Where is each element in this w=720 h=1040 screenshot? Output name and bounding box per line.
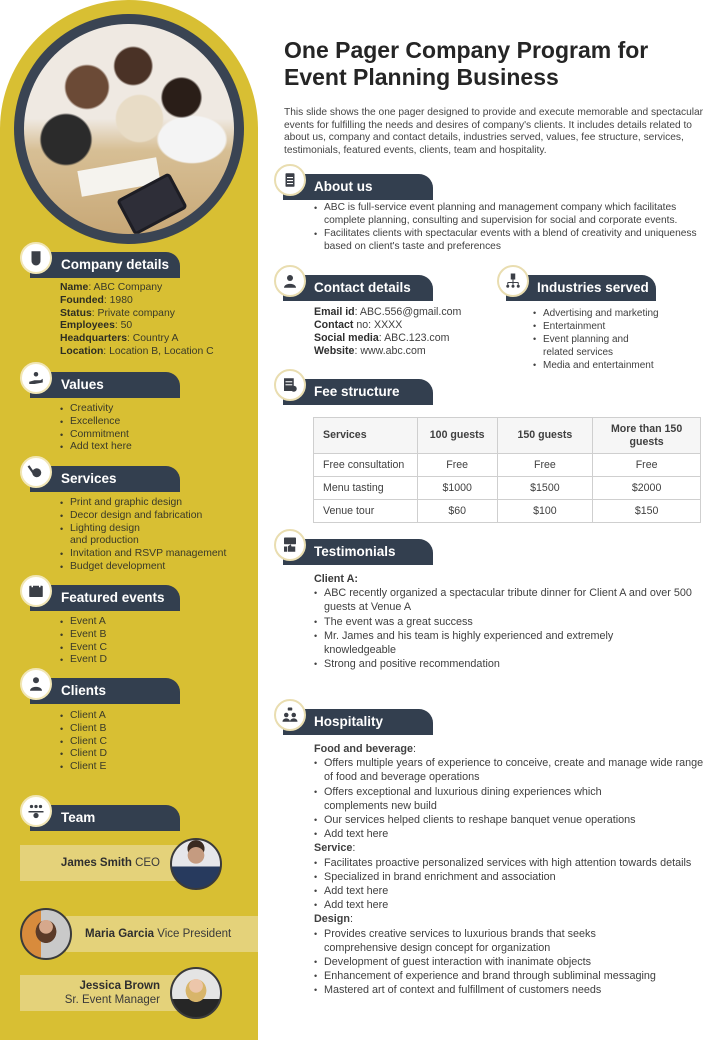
hospitality-food-list xyxy=(314,756,706,841)
hospitality-item: • Offers multiple years of experience to conceive, create and manage wide range of food and beverage operations xyxy=(314,756,706,784)
values-header xyxy=(30,372,180,398)
people-chat-icon xyxy=(274,699,306,731)
table-header-row xyxy=(314,418,701,454)
support-agent-icon xyxy=(274,265,306,297)
services-title: Services xyxy=(61,471,117,486)
hospitality-item: • Add text here xyxy=(314,884,706,898)
company-field: Status: Private company xyxy=(60,307,175,319)
table-row xyxy=(314,454,701,477)
table-cell: $150 xyxy=(593,500,701,523)
column-header: Services xyxy=(314,418,418,454)
team-title: Team xyxy=(61,810,96,825)
contact-field: Email id: ABC.556@gmail.com xyxy=(314,306,462,318)
member-name: Jessica Brown xyxy=(79,980,160,992)
client-item: • Client D xyxy=(60,748,107,761)
team-member-card xyxy=(20,845,180,881)
table-cell: $60 xyxy=(417,500,497,523)
client-item: • Client B xyxy=(60,723,107,736)
featured-events-list xyxy=(60,616,107,667)
values-item: • Excellence xyxy=(60,416,132,429)
values-list xyxy=(60,403,132,454)
hospitality-item: • Mastered art of context and fulfillment of customers needs xyxy=(314,983,706,997)
column-header: More than 150 guests xyxy=(593,418,701,454)
contact-field: Contact no: XXXX xyxy=(314,319,403,331)
hospitality-design-list xyxy=(314,927,706,998)
table-row xyxy=(314,500,701,523)
hospitality-body xyxy=(314,742,706,998)
values-item: • Creativity xyxy=(60,403,132,416)
about-us-list xyxy=(314,202,704,254)
services-item: • Print and graphic design xyxy=(60,497,226,510)
team-member-card xyxy=(20,975,180,1011)
clients-list xyxy=(60,710,107,774)
company-field: Headquarters: Country A xyxy=(60,333,179,345)
services-item-continued: and production xyxy=(70,535,139,547)
event-item: • Event C xyxy=(60,642,107,655)
company-field: Employees: 50 xyxy=(60,320,133,332)
client-item: • Client C xyxy=(60,736,107,749)
table-cell: Free xyxy=(593,454,701,477)
testimonial-client-label: Client A: xyxy=(314,573,358,585)
hospitality-item: • Enhancement of experience and brand through subliminal messaging xyxy=(314,969,706,983)
table-cell: Menu tasting xyxy=(314,477,418,500)
hierarchy-icon xyxy=(497,265,529,297)
page-title: One Pager Company Program for Event Planning Business xyxy=(284,37,649,90)
values-item: • Commitment xyxy=(60,429,132,442)
member-name: James Smith xyxy=(60,857,132,869)
hospitality-item: • Our services helped clients to reshape banquet venue operations xyxy=(314,813,706,827)
member-name: Maria Garcia xyxy=(85,928,155,940)
hospitality-service-list xyxy=(314,856,706,913)
building-globe-icon xyxy=(20,242,52,274)
hospitality-item: • Development of guest interaction with inanimate objects xyxy=(314,955,706,969)
column-header: 100 guests xyxy=(417,418,497,454)
hero-photo-frame xyxy=(14,14,244,244)
calendar-icon xyxy=(20,575,52,607)
testimonials-title: Testimonials xyxy=(314,544,396,559)
services-item: • Lighting design xyxy=(60,523,226,536)
testimonial-item: • The event was a great success xyxy=(314,615,704,629)
team-header xyxy=(30,805,180,831)
hospitality-group-label: Food and beverage: xyxy=(314,743,416,755)
hospitality-item: • Specialized in brand enrichment and association xyxy=(314,870,706,884)
testimonials-list xyxy=(314,586,704,671)
testimonial-item: • ABC recently organized a spectacular tribute dinner for Client A and over 500 guests at Venue A xyxy=(314,586,699,614)
hospitality-group-label: Design: xyxy=(314,913,353,926)
services-item: • Decor design and fabrication xyxy=(60,510,226,523)
table-cell: Free xyxy=(497,454,593,477)
event-item: • Event A xyxy=(60,616,107,629)
event-item: • Event B xyxy=(60,629,107,642)
hospitality-item: • Add text here xyxy=(314,827,706,841)
avatar-jessica-brown xyxy=(170,967,222,1019)
about-us-item: • ABC is full-service event planning and management company which facilitates complete planning, consulting and supervision for social and corporate events. xyxy=(314,202,704,228)
services-item: • Invitation and RSVP management xyxy=(60,548,226,561)
event-item: • Event D xyxy=(60,654,107,667)
businessman-icon xyxy=(20,668,52,700)
table-cell: Venue tour xyxy=(314,500,418,523)
about-us-item: • Facilitates clients with spectacular events with a blend of creativity and uniqueness based on client's taste and preferences xyxy=(314,228,704,254)
hospitality-group-label: Service: xyxy=(314,842,356,855)
featured-events-header xyxy=(30,585,180,611)
company-details-header xyxy=(30,252,180,278)
hospitality-item: • Facilitates proactive personalized services with high attention towards details xyxy=(314,856,706,870)
services-list xyxy=(60,497,226,574)
contact-field: Website: www.abc.com xyxy=(314,345,426,357)
member-role: Vice President xyxy=(154,928,232,940)
table-cell: Free xyxy=(417,454,497,477)
testimonials-body xyxy=(314,572,704,671)
hospitality-item: • Add text here xyxy=(314,898,706,912)
clipboard-list-icon xyxy=(274,164,306,196)
fee-structure-title: Fee structure xyxy=(314,384,400,399)
contact-details-list xyxy=(314,306,461,358)
fee-structure-table xyxy=(313,417,701,523)
clients-header xyxy=(30,678,180,704)
column-header: 150 guests xyxy=(497,418,593,454)
avatar-maria-garcia xyxy=(20,908,72,960)
services-header xyxy=(30,466,180,492)
about-us-title: About us xyxy=(314,179,373,194)
table-cell: $1000 xyxy=(417,477,497,500)
intro-paragraph: This slide shows the one pager designed to provide and execute memorable and spectacular events for fulfilling the needs and desires of company's clients. It includes details related to about us, company and contact details, industries served, values, fee structure, services, testimonials, featured events, clients, team and hospitality. xyxy=(284,107,704,157)
member-role: Sr. Event Manager xyxy=(64,994,160,1006)
avatar-james-smith xyxy=(170,838,222,890)
company-details-list xyxy=(60,282,214,359)
industries-list xyxy=(533,307,659,372)
contact-details-title: Contact details xyxy=(314,280,411,295)
contact-field: Social media: ABC.123.com xyxy=(314,332,450,344)
values-title: Values xyxy=(61,377,104,392)
hospitality-item: • Offers exceptional and luxurious dining experiences which complements new build xyxy=(314,785,654,813)
company-details-title: Company details xyxy=(61,257,170,272)
table-row xyxy=(314,477,701,500)
industry-item: • Event planning and related services xyxy=(533,333,643,359)
team-member-card xyxy=(66,916,258,952)
industry-item: • Media and entertainment xyxy=(533,359,659,372)
company-field: Name: ABC Company xyxy=(60,282,163,293)
team-meeting-photo xyxy=(24,24,234,234)
industry-item: • Advertising and marketing xyxy=(533,307,659,320)
hospitality-title: Hospitality xyxy=(314,714,384,729)
hand-person-icon xyxy=(20,362,52,394)
table-cell: Free consultation xyxy=(314,454,418,477)
featured-events-title: Featured events xyxy=(61,590,165,605)
industry-item: • Entertainment xyxy=(533,320,659,333)
company-field: Location: Location B, Location C xyxy=(60,345,214,357)
client-item: • Client E xyxy=(60,761,107,774)
client-item: • Client A xyxy=(60,710,107,723)
company-field: Founded: 1980 xyxy=(60,294,133,306)
table-cell: $1500 xyxy=(497,477,593,500)
team-gear-icon xyxy=(20,795,52,827)
table-cell: $2000 xyxy=(593,477,701,500)
hospitality-item: • Provides creative services to luxurious brands that seeks comprehensive design concept for organization xyxy=(314,927,654,955)
invoice-gear-icon xyxy=(274,369,306,401)
testimonial-item: • Mr. James and his team is highly experienced and extremely knowledgeable xyxy=(314,629,654,657)
services-item: • Budget development xyxy=(60,561,226,574)
clients-title: Clients xyxy=(61,683,107,698)
tools-gear-icon xyxy=(20,456,52,488)
chat-thumbs-up-icon xyxy=(274,529,306,561)
industries-served-title: Industries served xyxy=(537,280,649,295)
values-item: • Add text here xyxy=(60,441,132,454)
member-role: CEO xyxy=(131,857,160,869)
testimonial-item: • Strong and positive recommendation xyxy=(314,657,704,671)
table-cell: $100 xyxy=(497,500,593,523)
